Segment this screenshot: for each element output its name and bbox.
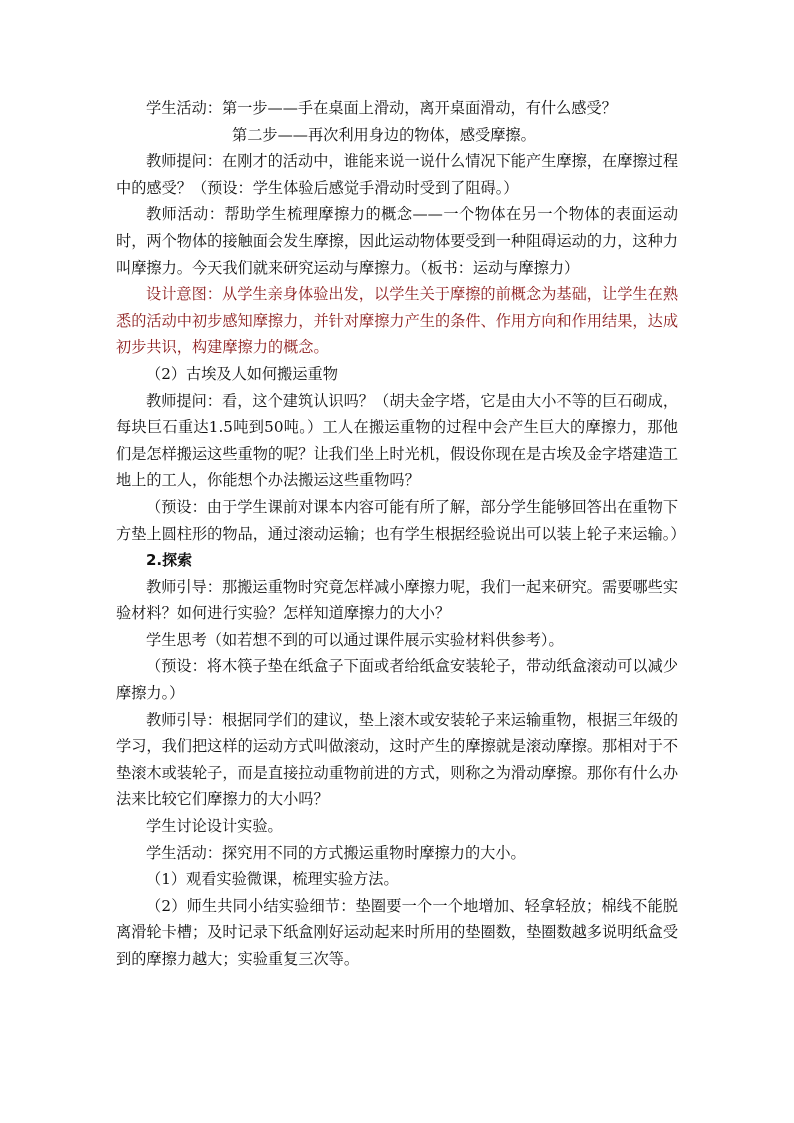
paragraph-pyramid-question: 教师提问：看，这个建筑认识吗？（胡夫金字塔，它是由大小不等的巨石砌成，每块巨石重达1.5吨到50吨。）工人在搬运重物的过程中会产生巨大的摩擦力，那他们是怎样搬运这些重物的呢？让我们坐上时光机，假设你现在是古埃及金字塔建造工地上的工人，你能想个办法搬运这些重物吗？ [116, 391, 678, 490]
paragraph-teacher-guide-2: 教师引导：根据同学们的建议，垫上滚木或安装轮子来运输重物，根据三年级的学习，我们把这样的运动方式叫做滚动，这时产生的摩擦就是滚动摩擦。那相对于不垫滚木或装轮子，而是直接拉动重物前进的方式，则称之为滑动摩擦。那你有什么办法来比较它们摩擦力的大小吗？ [116, 710, 678, 809]
paragraph-teacher-activity: 教师活动：帮助学生梳理摩擦力的概念——一个物体在另一个物体的表面运动时，两个物体的接触面会发生摩擦，因此运动物体要受到一种阻碍运动的力，这种力叫摩擦力。今天我们就来研究运动与摩擦力。（板书：运动与摩擦力） [116, 205, 678, 277]
paragraph-student-activity-step2: 第二步——再次利用身边的物体，感受摩擦。 [232, 125, 536, 144]
paragraph-student-activity-explore: 学生活动：探究用不同的方式搬运重物时摩擦力的大小。 [146, 843, 526, 862]
paragraph-step-2: （2）师生共同小结实验细节：垫圈要一个一个地增加、轻拿轻放；棉线不能脱离滑轮卡槽；及时记录下纸盒刚好运动起来时所用的垫圈数，垫圈数越多说明纸盒受到的摩擦力越大；实验重复三次等。 [116, 896, 678, 968]
paragraph-student-discussion: 学生讨论设计实验。 [146, 817, 283, 836]
paragraph-student-thinking: 学生思考（如若想不到的可以通过课件展示实验材料供参考）。 [146, 630, 564, 649]
paragraph-teacher-question: 教师提问：在刚才的活动中，谁能来说一说什么情况下能产生摩擦，在摩擦过程中的感受？（预设：学生体验后感觉手滑动时受到了阻碍。） [116, 152, 678, 197]
paragraph-step-1: （1）观看实验微课，梳理实验方法。 [146, 870, 399, 889]
paragraph-student-activity-step1: 学生活动：第一步——手在桌面上滑动，离开桌面滑动，有什么感受？ [146, 99, 617, 117]
paragraph-teacher-guide-1: 教师引导：那搬运重物时究竟怎样减小摩擦力呢，我们一起来研究。需要哪些实验材料？如何进行实验？怎样知道摩擦力的大小？ [116, 577, 678, 623]
section-heading-explore: 2.探索 [146, 551, 193, 570]
paragraph-presumption-chopsticks: （预设：将木筷子垫在纸盒子下面或者给纸盒安装轮子，带动纸盒滚动可以减少摩擦力。） [116, 657, 678, 703]
paragraph-presumption-rolling: （预设：由于学生课前对课本内容可能有所了解，部分学生能够回答出在重物下方垫上圆柱形的物品，通过滚动运输；也有学生根据经验说出可以装上轮子来运输。） [116, 497, 686, 543]
paragraph-design-intent: 设计意图：从学生亲身体验出发，以学生关于摩擦的前概念为基础，让学生在熟悉的活动中初步感知摩擦力，并针对摩擦力产生的条件、作用方向和作用结果，达成初步共识，构建摩擦力的概念。 [116, 285, 678, 357]
section-heading-egypt: （2）古埃及人如何搬运重物 [146, 364, 338, 383]
document-body [116, 95, 686, 973]
